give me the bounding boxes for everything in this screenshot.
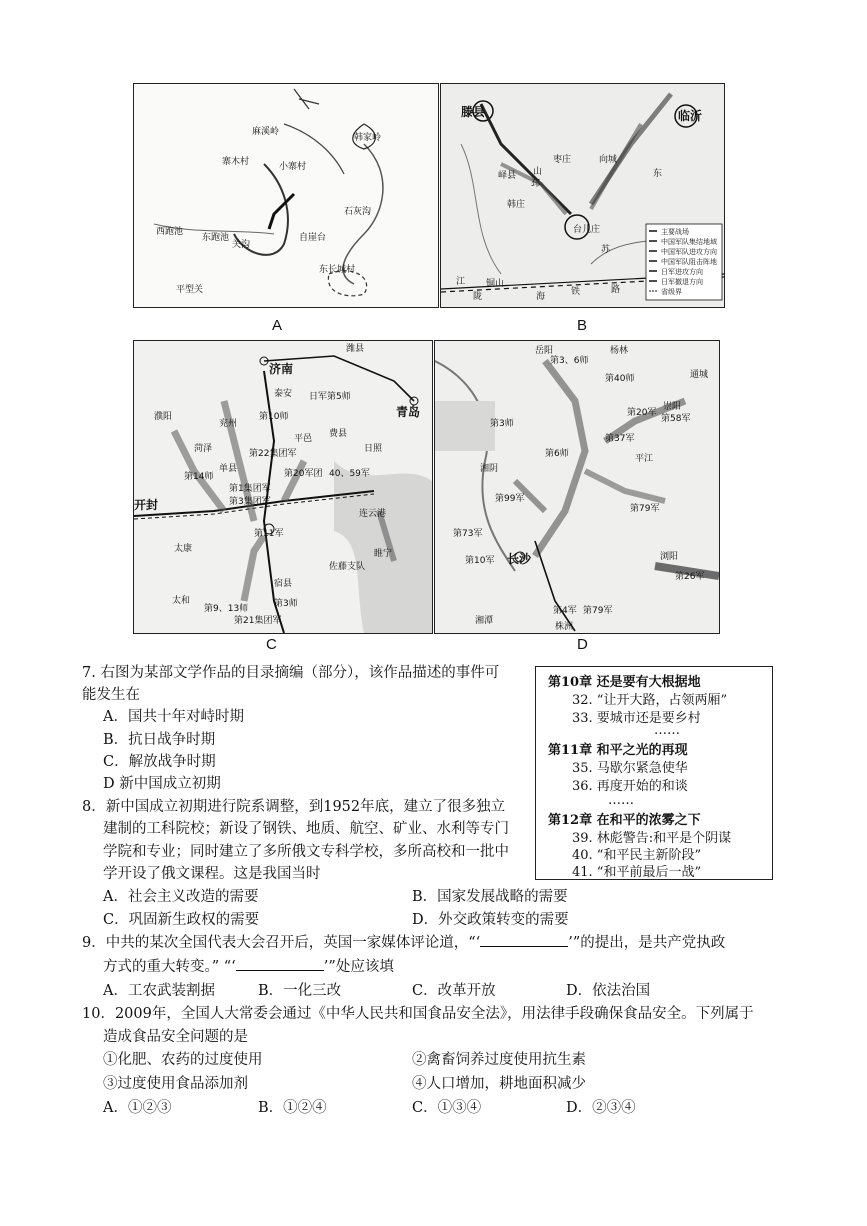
svg-text:西跑池: 西跑池 (156, 227, 184, 237)
q9-stem-line2-end: ’”处应该填 (323, 959, 394, 975)
q8-option-b: B．国家发展战略的需要 (412, 889, 568, 905)
svg-text:第6师: 第6师 (545, 449, 569, 459)
svg-text:潍县: 潍县 (346, 344, 365, 354)
svg-text:自崖台: 自崖台 (299, 233, 327, 243)
q7-stem-line1: 7. 右图为某部文学作品的目录摘编（部分），该作品描述的事件可 (82, 665, 500, 681)
svg-text:石灰沟: 石灰沟 (344, 207, 372, 217)
svg-text:第20军: 第20军 (627, 408, 657, 418)
svg-text:日照: 日照 (364, 444, 383, 454)
toc-ellipsis-2: …… (608, 793, 634, 808)
svg-text:兖州: 兖州 (219, 419, 238, 429)
map-d-label: D (577, 636, 588, 653)
map-d-drawing (435, 341, 719, 633)
q10-option-a: A．①②③ (103, 1100, 172, 1116)
svg-text:第9、13师: 第9、13师 (204, 604, 249, 614)
q10-option-d: D．②③④ (566, 1100, 636, 1116)
q9-stem-line2-start: 方式的重大转变。” “‘ (103, 959, 236, 975)
svg-text:日军进攻方向: 日军进攻方向 (661, 268, 703, 276)
q10-item-2: ②禽畜饲养过度使用抗生素 (412, 1052, 586, 1068)
toc-item-40: 40. “和平民主新阶段” (572, 848, 702, 863)
svg-text:山: 山 (533, 167, 543, 177)
svg-text:东: 东 (653, 169, 663, 179)
q8-option-c: C．巩固新生政权的需要 (103, 912, 260, 928)
toc-item-33: 33. 要城市还是要乡村 (572, 711, 701, 726)
map-a (133, 83, 439, 308)
toc-item-41: 41. “和平前最后一战” (572, 865, 702, 880)
svg-text:岳阳: 岳阳 (535, 346, 554, 356)
svg-text:泰安: 泰安 (274, 389, 293, 399)
q10-option-c: C．①③④ (412, 1100, 482, 1116)
q8-option-a: A．社会主义改造的需要 (103, 889, 259, 905)
q8-stem-line2: 建制的工科院校；新设了钢铁、地质、航空、矿业、水利等专门 (103, 821, 509, 837)
svg-text:第10军: 第10军 (465, 556, 495, 566)
q10-stem-line2: 造成食品安全问题的是 (103, 1029, 248, 1045)
svg-text:第10师: 第10师 (259, 412, 289, 422)
svg-text:平型关: 平型关 (176, 285, 204, 295)
svg-text:单县: 单县 (219, 464, 238, 474)
svg-text:湘潭: 湘潭 (475, 616, 494, 626)
svg-text:第21集团军: 第21集团军 (234, 616, 282, 626)
svg-text:中国军队阻击阵地: 中国军队阻击阵地 (661, 258, 717, 266)
toc-item-36: 36. 再度开始的和谈 (572, 779, 688, 794)
toc-item-32: 32. “让开大路，占领两厢” (572, 693, 728, 708)
svg-text:东跑池: 东跑池 (202, 233, 230, 243)
svg-text:濮阳: 濮阳 (154, 412, 173, 422)
svg-text:苏: 苏 (601, 245, 611, 255)
q9-option-c: C．改革开放 (412, 983, 496, 999)
svg-text:第11军: 第11军 (254, 529, 284, 539)
svg-text:长沙: 长沙 (507, 552, 532, 566)
map-d (434, 340, 720, 634)
svg-text:东长城村: 东长城村 (319, 265, 356, 275)
svg-text:第26军: 第26军 (675, 572, 705, 582)
q9-option-b: B．一化三改 (258, 983, 342, 999)
q9-blank-1 (480, 932, 568, 947)
toc-item-39: 39. 林彪警告:和平是个阴谋 (572, 831, 732, 846)
q10-item-1: ①化肥、农药的过度使用 (103, 1052, 263, 1068)
q9-blank-2 (236, 956, 324, 971)
q9-stem-line2 (103, 956, 394, 978)
svg-text:费县: 费县 (329, 429, 348, 439)
svg-text:第99军: 第99军 (495, 494, 525, 504)
svg-text:第40师: 第40师 (605, 374, 635, 384)
svg-text:中国军队进攻方向: 中国军队进攻方向 (661, 248, 717, 256)
map-b (440, 83, 725, 308)
book-toc-excerpt (535, 666, 773, 880)
svg-text:邳: 邳 (531, 179, 541, 189)
q10-item-4: ④人口增加，耕地面积减少 (412, 1076, 586, 1092)
svg-text:小寨村: 小寨村 (279, 162, 307, 172)
svg-text:第22集团军: 第22集团军 (249, 449, 297, 459)
svg-text:开封: 开封 (134, 498, 159, 512)
toc-ellipsis-1: …… (654, 723, 680, 738)
map-c-drawing (134, 341, 432, 633)
svg-text:第73军: 第73军 (453, 529, 483, 539)
svg-text:第20军团: 第20军团 (284, 469, 323, 479)
svg-text:平江: 平江 (635, 454, 654, 464)
svg-text:连云港: 连云港 (359, 509, 387, 519)
q10-stem-line1: 10．2009年，全国人大常委会通过《中华人民共和国食品安全法》，用法律手段确保食品安全。下列属于 (82, 1006, 754, 1022)
q9-option-a: A．工农武装割据 (103, 983, 215, 999)
q10-option-b: B．①②④ (258, 1100, 327, 1116)
svg-text:株洲: 株洲 (555, 622, 574, 632)
map-c (133, 340, 433, 634)
svg-text:峄县: 峄县 (498, 171, 517, 181)
q9-stem-line1-start: 9．中共的某次全国代表大会召开后，英国一家媒体评论道，“‘ (82, 935, 481, 951)
svg-text:第79军: 第79军 (583, 606, 613, 616)
q8-stem-line3: 学院和专业；同时建立了多所俄文专科学校，多所高校和一批中 (103, 844, 509, 860)
svg-text:主要战场: 主要战场 (661, 228, 689, 236)
svg-text:日军撤退方向: 日军撤退方向 (661, 278, 703, 286)
q9-stem-line1 (82, 932, 725, 954)
map-a-label: A (272, 317, 283, 334)
svg-text:铜山: 铜山 (486, 279, 505, 289)
svg-text:江: 江 (456, 277, 466, 287)
svg-text:湘阴: 湘阴 (480, 464, 499, 474)
svg-text:寨木村: 寨木村 (222, 157, 250, 167)
q7-option-b: B．抗日战争时期 (103, 732, 216, 748)
svg-text:省级界: 省级界 (661, 288, 682, 296)
svg-text:睢宁: 睢宁 (374, 549, 393, 559)
svg-text:杨林: 杨林 (610, 346, 629, 356)
svg-text:第14师: 第14师 (184, 472, 214, 482)
svg-text:临沂: 临沂 (678, 109, 703, 123)
map-a-drawing (134, 84, 438, 307)
svg-text:通城: 通城 (690, 370, 709, 380)
map-c-label: C (266, 636, 277, 653)
q10-item-3: ③过度使用食品添加剂 (103, 1076, 248, 1092)
toc-item-35: 35. 马歇尔紧急使华 (572, 761, 688, 776)
svg-text:第3师: 第3师 (274, 599, 298, 609)
q9-stem-line1-end: ’”的提出，是共产党执政 (568, 935, 726, 951)
svg-text:日军第5师: 日军第5师 (309, 392, 351, 402)
svg-text:崇阳: 崇阳 (663, 402, 682, 412)
q7-option-c: C．解放战争时期 (103, 754, 216, 770)
map-b-label: B (577, 317, 588, 334)
svg-text:枣庄: 枣庄 (553, 155, 572, 165)
svg-text:济南: 济南 (269, 362, 294, 376)
svg-text:韩家岭: 韩家岭 (354, 133, 382, 143)
svg-text:路: 路 (611, 285, 621, 295)
svg-text:第37军: 第37军 (605, 434, 635, 444)
svg-text:向城: 向城 (599, 155, 618, 165)
q7-option-d: D 新中国成立初期 (103, 776, 221, 792)
svg-text:第4军: 第4军 (553, 606, 577, 616)
svg-text:海: 海 (536, 292, 546, 302)
q8-stem-line1: 8．新中国成立初期进行院系调整，到1952年底，建立了很多独立 (82, 799, 506, 815)
q9-option-d: D．依法治国 (566, 983, 651, 999)
toc-chapter-12: 第12章 在和平的浓雾之下 (548, 813, 701, 828)
q8-stem-line4: 学开设了俄文课程。这是我国当时 (103, 866, 321, 882)
svg-text:关沟: 关沟 (232, 240, 251, 250)
q8-option-d: D．外交政策转变的需要 (412, 912, 569, 928)
svg-text:第1集团军: 第1集团军 (229, 484, 271, 494)
svg-text:第58军: 第58军 (661, 414, 691, 424)
svg-text:第79军: 第79军 (630, 504, 660, 514)
q7-stem-line2: 能发生在 (82, 687, 140, 703)
map-b-drawing (441, 84, 724, 307)
q7-option-a: A．国共十年对峙时期 (103, 709, 244, 725)
svg-text:浏阳: 浏阳 (660, 552, 679, 562)
svg-text:陇: 陇 (473, 292, 483, 302)
toc-chapter-11: 第11章 和平之光的再现 (548, 743, 688, 758)
svg-text:第3、6师: 第3、6师 (550, 356, 589, 366)
svg-text:台儿庄: 台儿庄 (573, 225, 601, 235)
svg-text:中国军队集结地域: 中国军队集结地域 (661, 238, 717, 246)
toc-chapter-10: 第10章 还是要有大根据地 (548, 675, 701, 690)
svg-text:韩庄: 韩庄 (507, 200, 526, 210)
svg-text:太和: 太和 (172, 596, 191, 606)
svg-text:菏泽: 菏泽 (194, 444, 213, 454)
svg-text:铁: 铁 (571, 287, 581, 297)
svg-text:40、59军: 40、59军 (329, 469, 370, 479)
svg-text:太康: 太康 (174, 544, 193, 554)
svg-text:麻溪岭: 麻溪岭 (252, 127, 280, 137)
svg-text:平邑: 平邑 (294, 434, 313, 444)
svg-text:宿县: 宿县 (274, 579, 293, 589)
svg-text:第3集团军: 第3集团军 (229, 497, 271, 507)
svg-text:第3师: 第3师 (490, 419, 514, 429)
svg-text:青岛: 青岛 (396, 405, 421, 419)
svg-text:佐藤支队: 佐藤支队 (329, 562, 366, 572)
svg-text:滕县: 滕县 (461, 105, 486, 119)
